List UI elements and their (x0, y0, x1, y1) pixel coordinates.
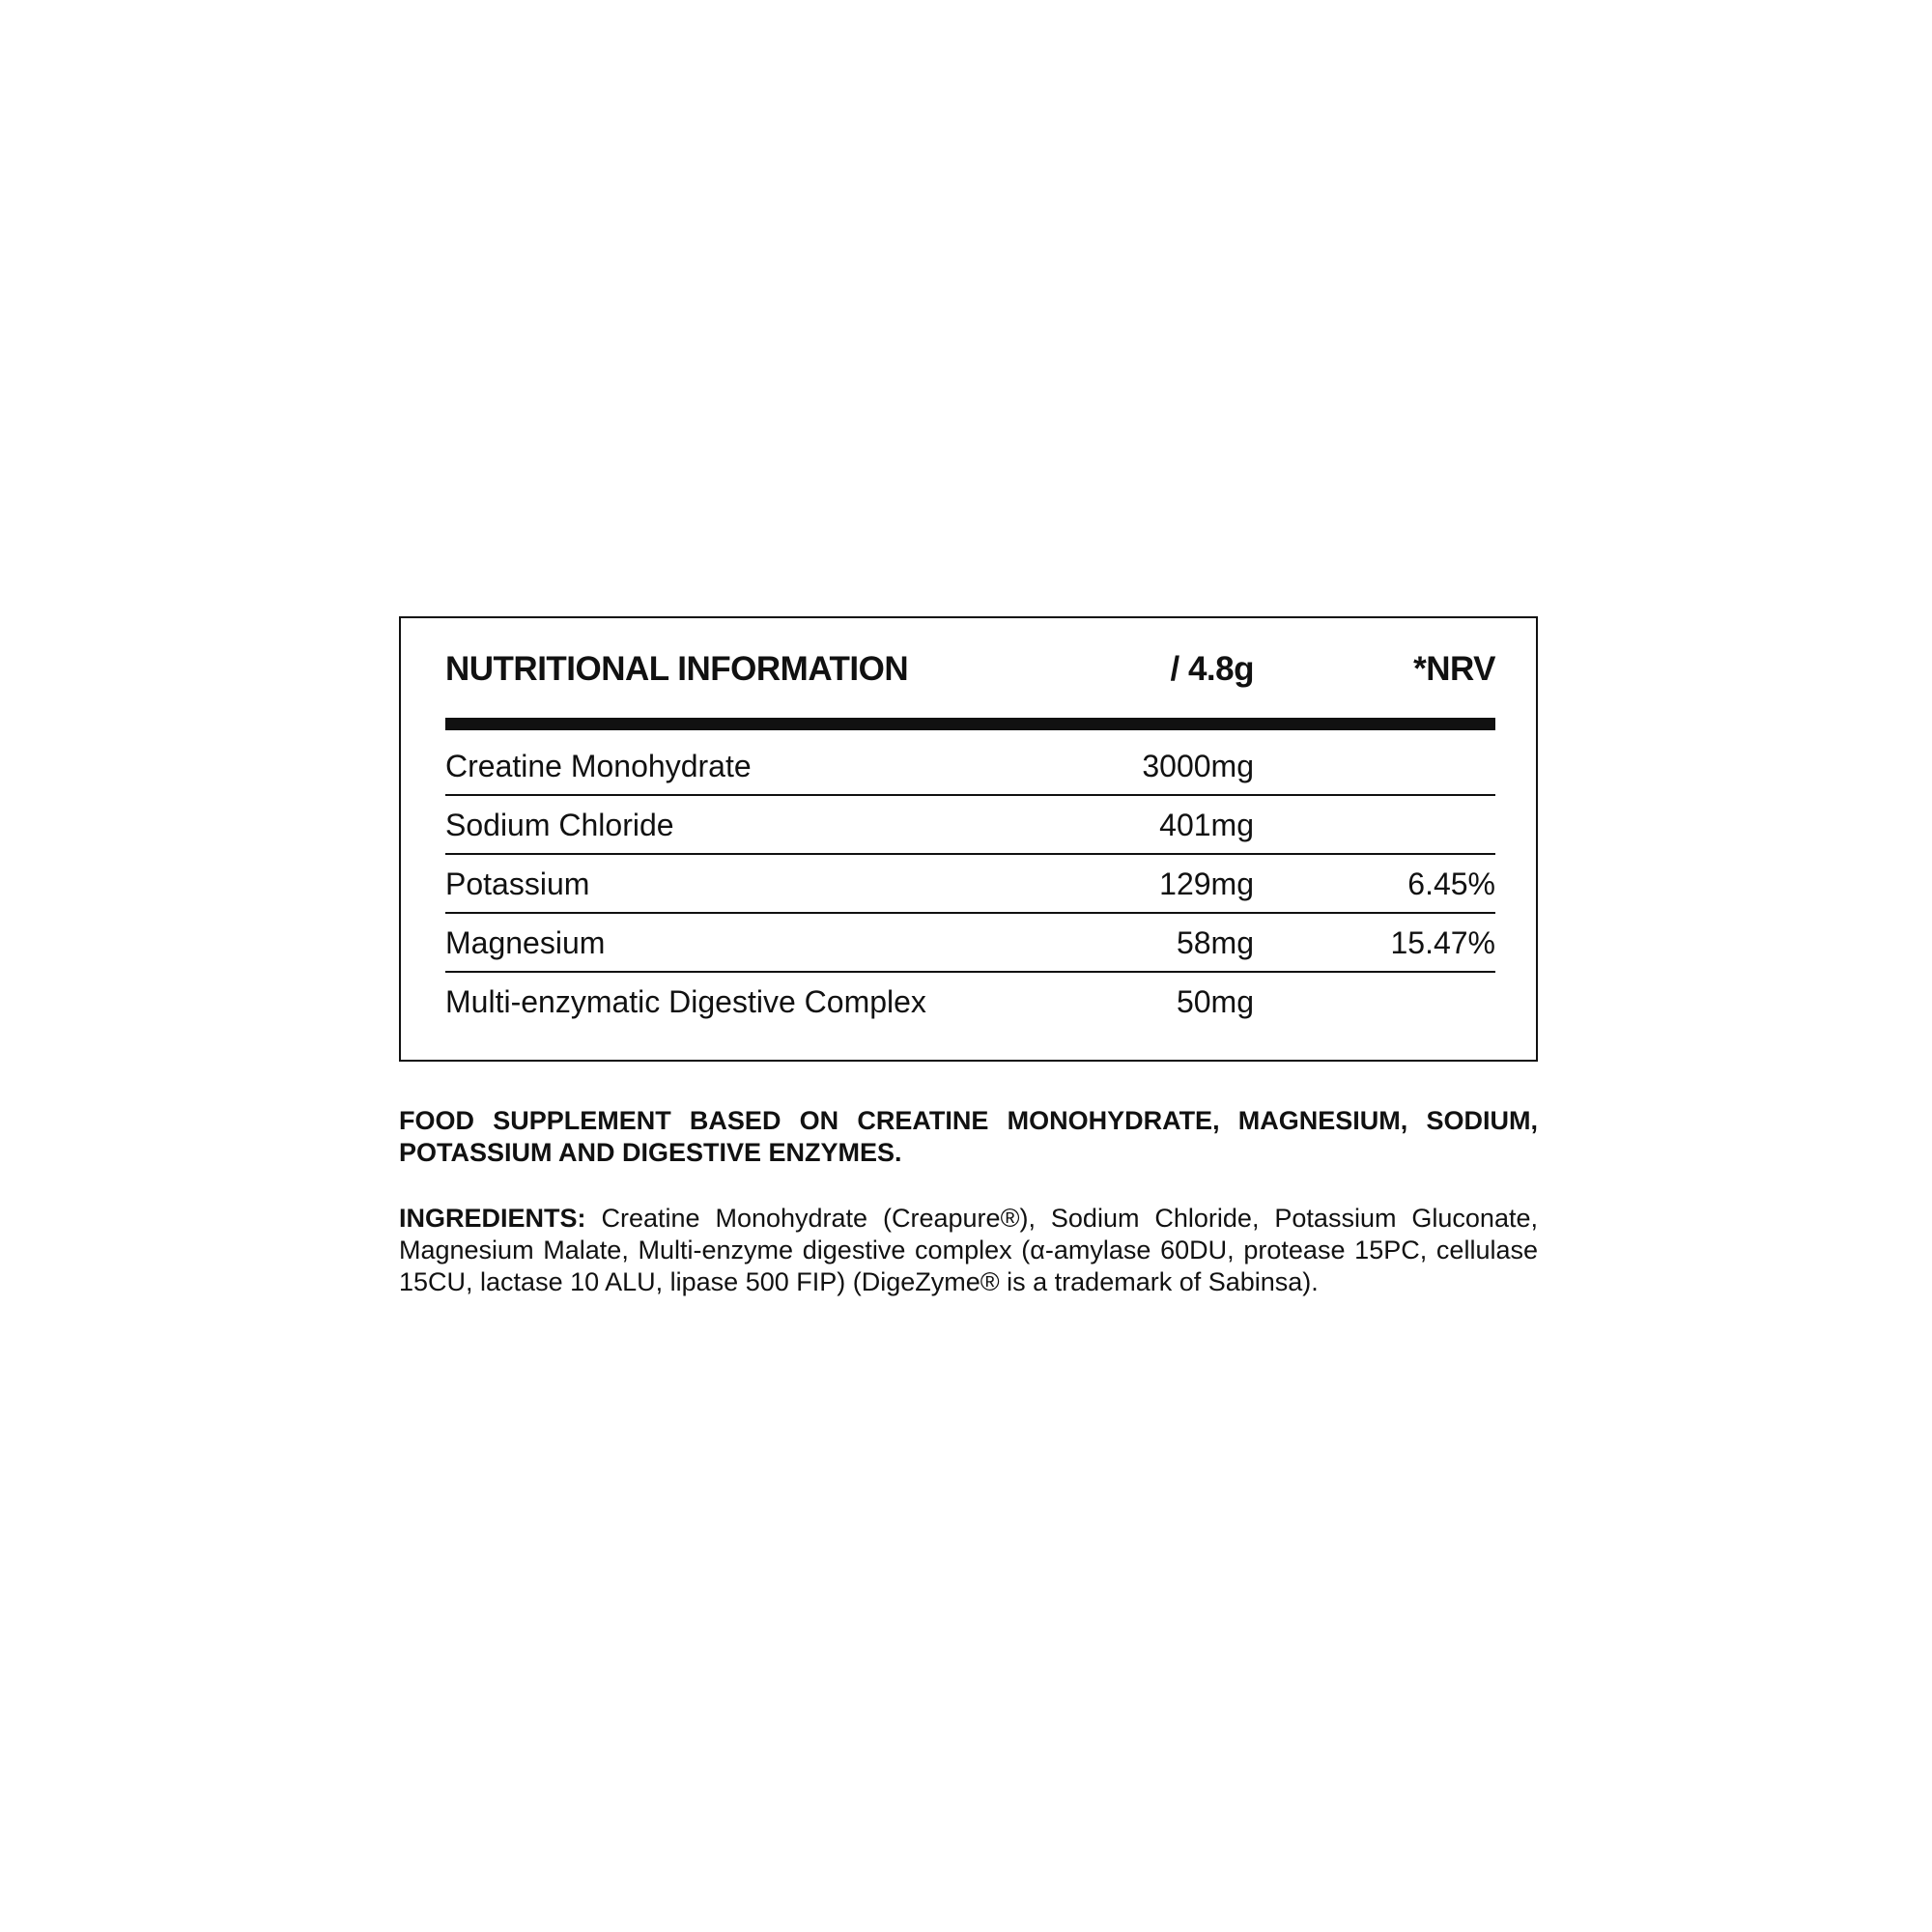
nutrient-name: Creatine Monohydrate (445, 749, 752, 783)
nutrient-nrv: 15.47% (1390, 925, 1495, 960)
nrv-header: *NRV (1413, 650, 1495, 688)
serving-size-header: / 4.8g (1170, 650, 1254, 688)
nutrient-amount: 50mg (1176, 984, 1254, 1019)
table-row (445, 914, 1495, 973)
nutrient-name: Magnesium (445, 925, 606, 960)
ingredients-paragraph (399, 1203, 1538, 1298)
table-row (445, 796, 1495, 855)
header-divider (445, 718, 1495, 730)
table-row (445, 973, 1495, 1032)
product-description: FOOD SUPPLEMENT BASED ON CREATINE MONOHYDRATE, MAGNESIUM, SODIUM, POTASSIUM AND DIGESTIVE ENZYMES. (399, 1106, 1538, 1167)
table-header (445, 618, 1495, 720)
nutrition-table (399, 616, 1538, 1062)
nutrient-amount: 3000mg (1142, 749, 1254, 783)
nutrient-name: Potassium (445, 867, 590, 901)
ingredients-text: Creatine Monohydrate (Creapure®), Sodium Chloride, Potassium Gluconate, Magnesium Malate, Multi-enzyme digestive complex (α-amylase 60DU, protease 15PC, cellulase 15CU, lactase 10 ALU, lipase 500 FIP) (DigeZyme® is a trademark of Sabinsa). (399, 1204, 1538, 1296)
table-row (445, 855, 1495, 914)
table-title: NUTRITIONAL INFORMATION (445, 650, 909, 688)
nutrient-name: Multi-enzymatic Digestive Complex (445, 984, 926, 1019)
nutrient-nrv: 6.45% (1407, 867, 1495, 901)
ingredients-label: INGREDIENTS: (399, 1204, 586, 1233)
nutrient-amount: 401mg (1159, 808, 1254, 842)
table-row (445, 737, 1495, 796)
nutrient-amount: 58mg (1176, 925, 1254, 960)
nutrient-amount: 129mg (1159, 867, 1254, 901)
nutrient-name: Sodium Chloride (445, 808, 674, 842)
